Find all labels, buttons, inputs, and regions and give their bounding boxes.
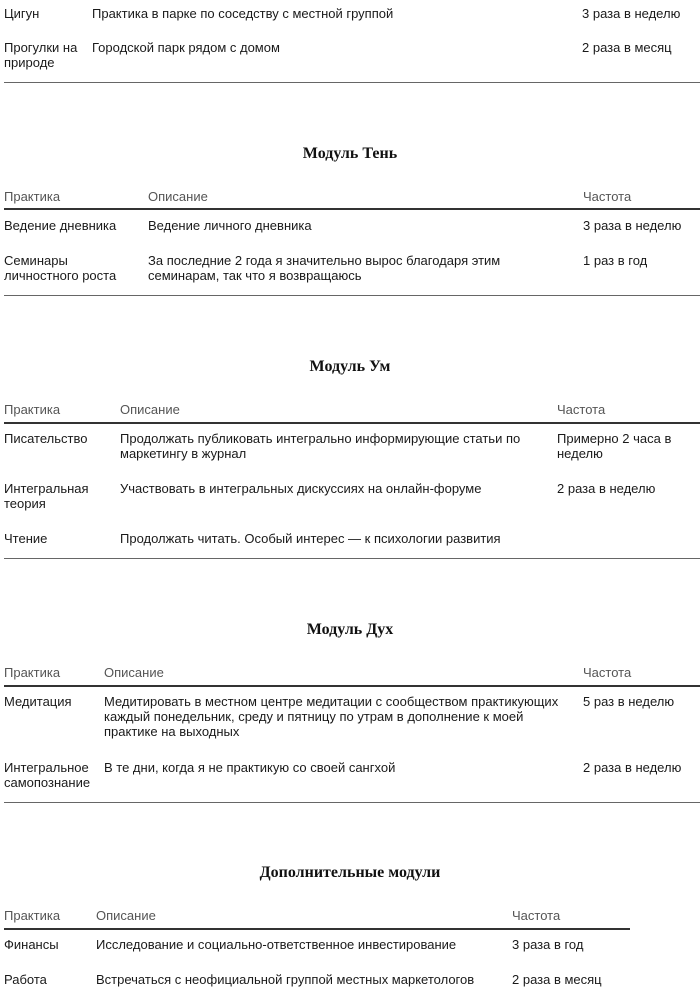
column-header-description: Описание [104, 665, 164, 680]
column-header-practice: Практика [4, 665, 61, 680]
column-header-frequency: Частота [512, 908, 561, 923]
column-header-description: Описание [148, 189, 208, 204]
table-cell-practice: Писательство [4, 431, 88, 446]
table-cell-frequency: 3 раза в неделю [582, 6, 681, 21]
table-cell-practice: Ведение дневника [4, 218, 117, 233]
table-cell-description: Продолжать публиковать интегрально информирующие статьи по маркетингу в журнал [120, 431, 521, 461]
table-bottom-rule [4, 802, 700, 803]
table-cell-frequency: 1 раз в год [583, 253, 648, 268]
column-header-practice: Практика [4, 908, 61, 923]
table-cell-description: Встречаться с неофициальной группой местных маркетологов [96, 972, 475, 987]
header-rule [4, 685, 700, 687]
table-cell-practice: Финансы [4, 937, 59, 952]
column-header-description: Описание [96, 908, 156, 923]
table-bottom-rule [4, 82, 700, 83]
table-cell-frequency: 2 раза в неделю [583, 760, 682, 775]
column-header-practice: Практика [4, 189, 61, 204]
table-cell-practice: Семинары личностного роста [4, 253, 117, 283]
table-cell-description: Городской парк рядом с домом [92, 40, 280, 55]
module-title: Дополнительные модули [259, 864, 441, 881]
table-cell-practice: Медитация [4, 694, 72, 709]
table-cell-description: Продолжать читать. Особый интерес — к психологии развития [120, 531, 501, 546]
table-cell-frequency: Примерно 2 часа в неделю [557, 431, 672, 461]
table-cell-frequency: 3 раза в неделю [583, 218, 682, 233]
header-rule [4, 208, 700, 210]
table-cell-frequency: 2 раза в месяц [512, 972, 602, 987]
table-cell-frequency: 5 раз в неделю [583, 694, 675, 709]
table-cell-description: Исследование и социально-ответственное инвестирование [96, 937, 457, 952]
table-cell-description: Участвовать в интегральных дискуссиях на онлайн-форуме [120, 481, 482, 496]
table-cell-practice: Интегральное самопознание [4, 760, 91, 790]
column-header-practice: Практика [4, 402, 61, 417]
table-cell-frequency: 3 раза в год [512, 937, 584, 952]
module-title: Модуль Ум [309, 358, 391, 375]
header-rule [4, 928, 630, 930]
module-title: Модуль Тень [302, 145, 398, 162]
column-header-frequency: Частота [583, 189, 632, 204]
table-cell-description: Практика в парке по соседству с местной группой [92, 6, 394, 21]
table-cell-practice: Цигун [4, 6, 40, 21]
table-cell-description: Ведение личного дневника [148, 218, 312, 233]
column-header-description: Описание [120, 402, 180, 417]
module-title: Модуль Дух [306, 621, 394, 638]
header-rule [4, 422, 700, 424]
table-cell-description: В те дни, когда я не практикую со своей сангхой [104, 760, 396, 775]
table-cell-practice: Чтение [4, 531, 48, 546]
column-header-frequency: Частота [557, 402, 606, 417]
table-cell-frequency: 2 раза в неделю [557, 481, 656, 496]
table-bottom-rule [4, 295, 700, 296]
table-cell-description: Медитировать в местном центре медитации с сообществом практикующих каждый понедельник, среду и пятницу по утрам в дополнение к моей практике на выходных [104, 694, 559, 739]
table-cell-practice: Прогулки на природе [4, 40, 78, 70]
column-header-frequency: Частота [583, 665, 632, 680]
table-bottom-rule [4, 558, 700, 559]
table-cell-practice: Интегральная теория [4, 481, 89, 511]
table-cell-frequency: 2 раза в месяц [582, 40, 672, 55]
table-cell-description: За последние 2 года я значительно вырос благодаря этим семинарам, так что я возвращаюсь [148, 253, 501, 283]
table-cell-practice: Работа [4, 972, 47, 987]
